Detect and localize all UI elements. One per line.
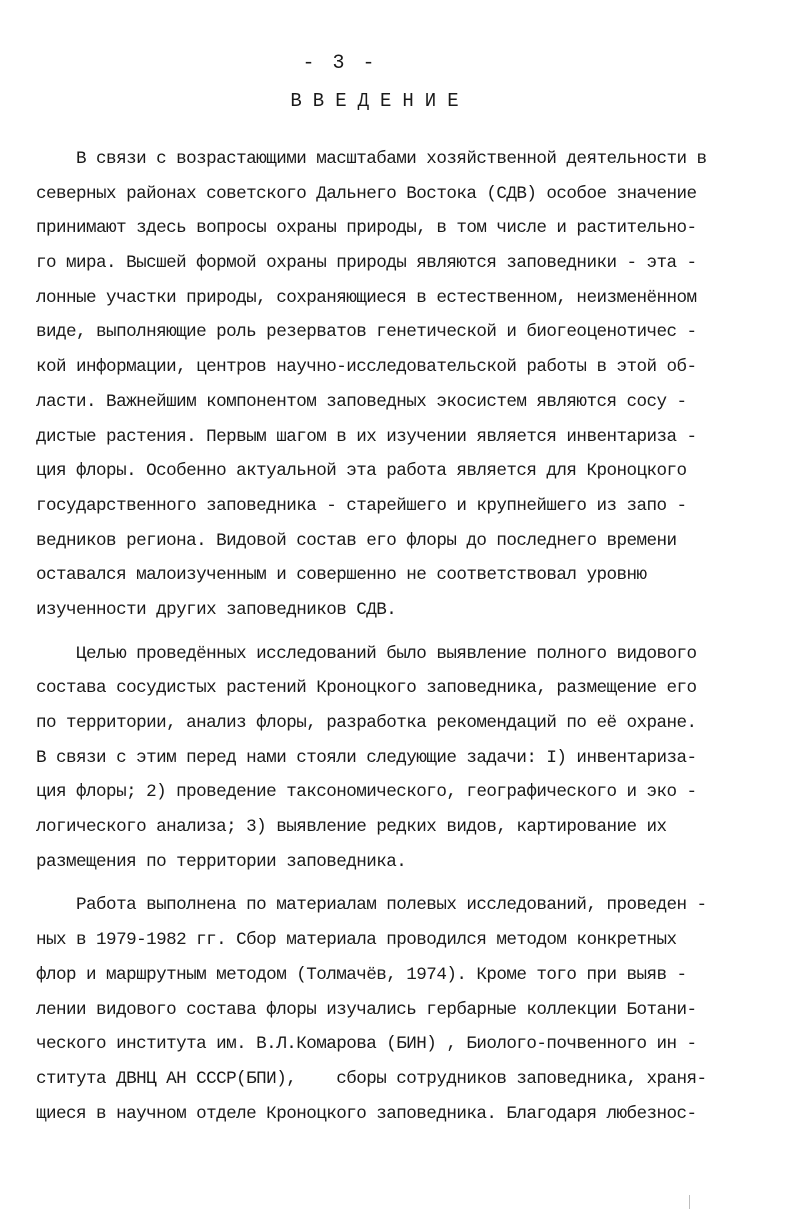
text-line: северных районах советского Дальнего Востока (СДВ) особое значение <box>36 183 697 204</box>
page-number: - 3 - <box>302 52 378 75</box>
paragraph-1 <box>36 142 766 628</box>
text-line: ческого института им. В.Л.Комарова (БИН) , Биолого-почвенного ин - <box>36 1034 697 1055</box>
text-line: щиеся в научном отделе Кроноцкого заповедника. Благодаря любезнос- <box>36 1103 697 1124</box>
text-line: ласти. Важнейшим компонентом заповедных экосистем являются сосу - <box>36 391 687 412</box>
paragraph-gap <box>36 879 766 888</box>
text-line: ных в 1979-1982 гг. Сбор материала проводился методом конкретных <box>36 930 677 951</box>
text-line: ведников региона. Видовой состав его флоры до последнего времени <box>36 530 677 551</box>
paragraph-2 <box>36 637 766 880</box>
text-line: Работа выполнена по материалам полевых исследований, проведен - <box>36 895 707 916</box>
text-line: лении видового состава флоры изучались гербарные коллекции Ботани- <box>36 999 697 1020</box>
text-line: Целью проведённых исследований было выявление полного видового <box>36 643 697 664</box>
text-line: лонные участки природы, сохраняющиеся в естественном, неизменённом <box>36 287 697 308</box>
text-line: ция флоры; 2) проведение таксономического, географического и эко - <box>36 782 697 803</box>
text-line: дистые растения. Первым шагом в их изучении является инвентариза - <box>36 426 697 447</box>
text-line: кой информации, центров научно-исследовательской работы в этой об- <box>36 357 697 378</box>
text-line: логического анализа; 3) выявление редких видов, картирование их <box>36 817 667 838</box>
text-line: оставался малоизученным и совершенно не соответствовал уровню <box>36 565 647 586</box>
text-line: государственного заповедника - старейшего и крупнейшего из запо - <box>36 495 687 516</box>
text-line: го мира. Высшей формой охраны природы являются заповедники - эта - <box>36 253 697 274</box>
text-line: размещения по территории заповедника. <box>36 851 407 872</box>
text-line: ция флоры. Особенно актуальной эта работа является для Кроноцкого <box>36 461 687 482</box>
text-line: В связи с этим перед нами стояли следующие задачи: I) инвентариза- <box>36 747 697 768</box>
text-line: состава сосудистых растений Кроноцкого заповедника, размещение его <box>36 678 697 699</box>
paragraph-3 <box>36 888 766 1131</box>
scan-edge-mark <box>689 1195 690 1209</box>
paragraph-gap <box>36 628 766 637</box>
page-heading: ВВЕДЕНИЕ <box>290 90 470 112</box>
text-line: виде, выполняющие роль резерватов генетической и биогеоценотичес - <box>36 322 697 343</box>
body-text <box>36 142 766 1131</box>
text-line: по территории, анализ флоры, разработка рекомендаций по её охране. <box>36 713 697 733</box>
text-line: флор и маршрутным методом (Толмачёв, 1974). Кроме того при выяв - <box>36 964 687 985</box>
text-line: изученности других заповедников СДВ. <box>36 599 397 620</box>
text-line: принимают здесь вопросы охраны природы, в том числе и растительно- <box>36 218 697 239</box>
text-line: ститута ДВНЦ АН СССР(БПИ), сборы сотрудников заповедника, храня- <box>36 1068 707 1089</box>
text-line: В связи с возрастающими масштабами хозяйственной деятельности в <box>36 149 707 169</box>
